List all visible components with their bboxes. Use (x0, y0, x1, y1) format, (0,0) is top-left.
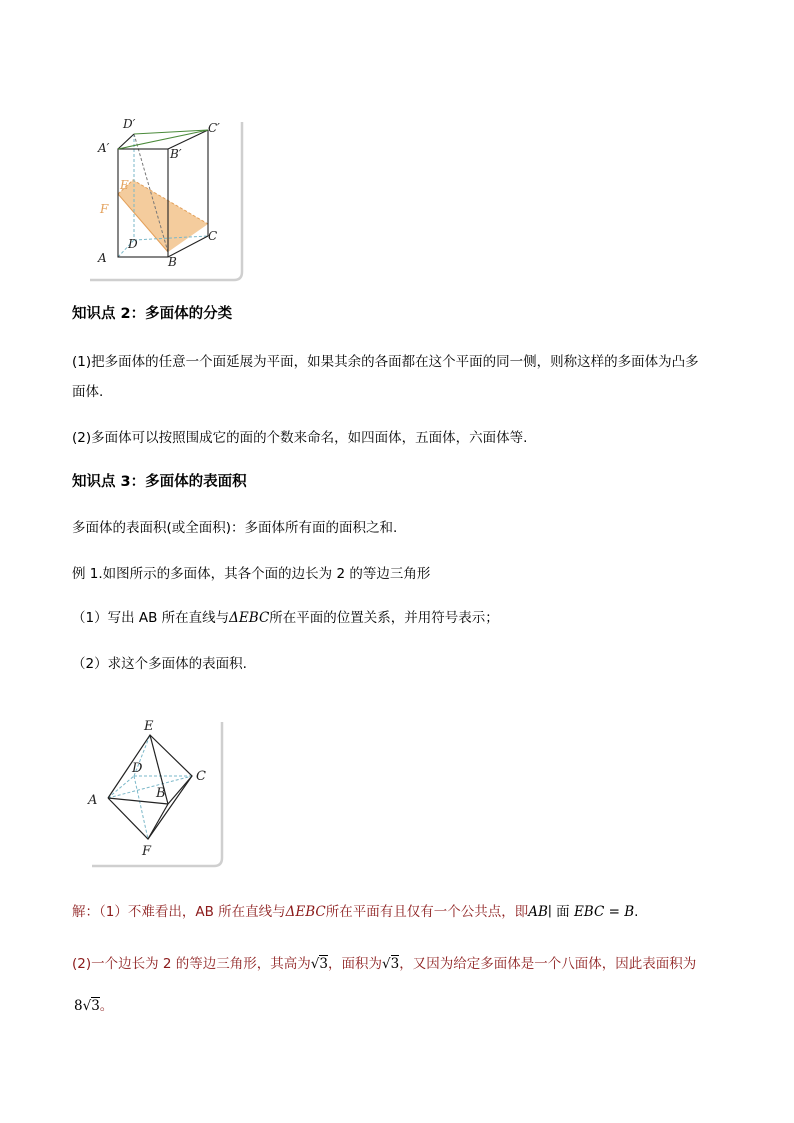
solution-3-number: 8 (74, 998, 83, 1014)
label-F: F (100, 202, 109, 216)
solution-2-text-a: (2)一个边长为 2 的等边三角形，其高为 (72, 956, 311, 972)
solution-1-math-2: AB∣ (528, 904, 552, 920)
prism-figure (88, 112, 248, 282)
oct-label-F: F (142, 844, 152, 859)
section2-p2: (2)多面体可以按照围成它的面的个数来命名，如四面体，五面体，六面体等. (72, 430, 528, 446)
solution-1-math-3: EBC = B (573, 904, 635, 920)
solution-line-2 (72, 954, 696, 974)
sqrt-symbol-1: √ (310, 956, 320, 972)
radicand-3: 3 (91, 998, 100, 1014)
section2-p1-line1: (1)把多面体的任意一个面延展为平面，如果其余的各面都在这个平面的同一侧，则称这样的多面体为凸多 (72, 354, 699, 370)
solution-1-text-a: 解：（1）不难看出，AB 所在直线与 (72, 904, 286, 920)
oct-label-C: C (196, 769, 206, 784)
sqrt-symbol-3: √ (82, 998, 92, 1014)
section3-title: 知识点 3：多面体的表面积 (72, 474, 247, 490)
sqrt-symbol-2: √ (382, 956, 391, 972)
question-1-text-a: （1）写出 AB 所在直线与 (72, 610, 230, 626)
label-D: D (128, 237, 138, 251)
question-1-math: ΔEBC (229, 610, 270, 626)
label-Ap: A′ (98, 141, 110, 155)
solution-1-text-b: 所在平面有且仅有一个公共点，即 (325, 904, 529, 920)
radicand-1: 3 (319, 956, 328, 972)
surface-area-definition: 多面体的表面积(或全面积)：多面体所有面的面积之和. (72, 520, 398, 536)
oct-label-D: D (132, 761, 143, 776)
label-E: E (120, 178, 129, 192)
radicand-2: 3 (390, 956, 400, 972)
label-A: A (98, 251, 107, 265)
question-2: （2）求这个多面体的表面积. (72, 656, 247, 672)
label-Dp: D′ (123, 117, 136, 131)
oct-label-B: B (156, 786, 166, 801)
question-1-text-b: 所在平面的位置关系，并用符号表示； (269, 610, 499, 626)
solution-1-text-c: 面 (551, 904, 574, 920)
label-B: B (168, 255, 177, 269)
solution-line-3 (74, 996, 113, 1016)
label-Cp: C′ (208, 121, 220, 135)
octahedron-figure (84, 712, 226, 870)
section2-title: 知识点 2：多面体的分类 (72, 306, 233, 322)
solution-2-text-c: ，又因为给定多面体是一个八面体，因此表面积为 (399, 956, 697, 972)
label-Bp: B′ (170, 147, 182, 161)
solution-2-text-b: ，面积为 (328, 956, 382, 972)
solution-1-text-d: . (634, 904, 639, 920)
example-1: 例 1.如图所示的多面体，其各个面的边长为 2 的等边三角形 (72, 566, 431, 582)
solution-3-end: 。 (99, 998, 114, 1014)
solution-line-1 (72, 902, 638, 922)
label-C: C (208, 229, 218, 243)
oct-label-E: E (144, 719, 154, 734)
section2-p1-line2: 面体. (72, 384, 104, 400)
oct-label-A: A (88, 793, 98, 808)
solution-1-math-1: ΔEBC (285, 904, 326, 920)
question-1 (72, 608, 499, 628)
